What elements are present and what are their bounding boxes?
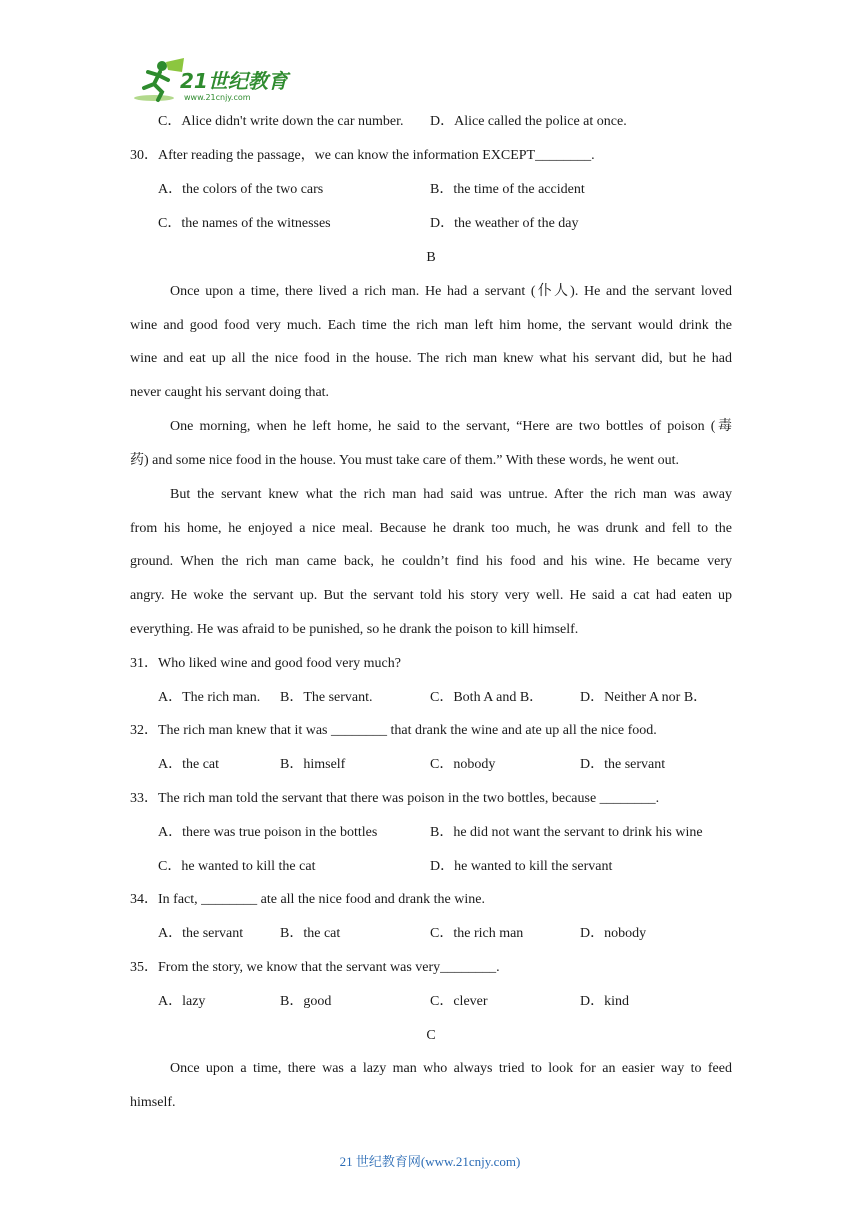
passage-c-line: himself. (130, 1095, 176, 1110)
passage-b-line: But the servant knew what the rich man had said was untrue. After the rich man was away (170, 487, 732, 502)
q35-stem: 35．From the story, we know that the servant was very________. (130, 960, 500, 975)
q34-stem: 34．In fact, ________ ate all the nice food and drank the wine. (130, 892, 485, 907)
q31-stem: 31．Who liked wine and good food very much? (130, 656, 401, 671)
q31-option-a: A．The rich man. (158, 690, 261, 705)
q33-stem: 33．The rich man told the servant that there was poison in the two bottles, because ________. (130, 791, 660, 806)
q33-option-a: A．there was true poison in the bottles (158, 825, 378, 840)
q35-option-b: B．good (280, 994, 332, 1009)
q35-option-a: A．lazy (158, 994, 206, 1009)
q30-stem: 30．After reading the passage，we can know the information EXCEPT________. (130, 148, 595, 163)
passage-b-line: from his home, he enjoyed a nice meal. Because he drank too much, he was drunk and fell to the (130, 521, 732, 536)
section-b-heading: B (426, 250, 436, 265)
q33-option-c: C．he wanted to kill the cat (158, 859, 316, 874)
q32-option-c: C．nobody (430, 757, 496, 772)
passage-b-line: 药) and some nice food in the house. You must take care of them.” With these words, he went out. (130, 453, 679, 468)
running-man-icon (134, 58, 184, 101)
q31-option-b: B．The servant. (280, 690, 373, 705)
q34-option-c: C．the rich man (430, 926, 524, 941)
q31-option-c: C．Both A and B． (430, 690, 544, 705)
q34-option-a: A．the servant (158, 926, 244, 941)
passage-b-line: everything. He was afraid to be punished, so he drank the poison to kill himself. (130, 622, 579, 637)
q30-option-d: D．the weather of the day (430, 216, 579, 231)
passage-c-line: Once upon a time, there was a lazy man who always tried to look for an easier way to feed (170, 1061, 732, 1076)
q32-option-d: D．the servant (580, 757, 666, 772)
logo (132, 58, 292, 104)
logo-url: www.21cnjy.com (184, 93, 251, 102)
passage-b-line: One morning, when he left home, he said to the servant, “Here are two bottles of poison (毒 (170, 419, 732, 434)
passage-b-line: never caught his servant doing that. (130, 385, 330, 400)
passage-b-line: wine and good food very much. Each time the rich man left him home, the servant would drink the (130, 318, 732, 333)
logo-brand: 21世纪教育 (180, 69, 288, 93)
q31-option-d: D．Neither A nor B． (580, 690, 708, 705)
footer-link[interactable]: 21 世纪教育网(www.21cnjy.com) (339, 1154, 521, 1169)
passage-b-line: wine and eat up all the nice food in the house. The rich man knew what his servant did, but he had (130, 351, 732, 366)
q34-option-b: B．the cat (280, 926, 341, 941)
q32-stem: 32．The rich man knew that it was ________ that drank the wine and ate up all the nice food. (130, 723, 657, 738)
q30-option-b: B．the time of the accident (430, 182, 585, 197)
passage-b-line: Once upon a time, there lived a rich man. He had a servant (仆人). He and the servant loved (170, 284, 732, 299)
passage-b-line: angry. He woke the servant up. But the servant told his story very well. He said a cat had eaten up (130, 588, 732, 603)
passage-b-line: ground. When the rich man came back, he couldn’t find his food and his wine. He became very (130, 554, 732, 569)
q32-option-b: B．himself (280, 757, 346, 772)
q29-option-c: C．Alice didn't write down the car number. (158, 114, 404, 129)
q35-option-d: D．kind (580, 994, 629, 1009)
q35-option-c: C．clever (430, 994, 488, 1009)
q30-option-a: A．the colors of the two cars (158, 182, 324, 197)
q30-option-c: C．the names of the witnesses (158, 216, 331, 231)
q33-option-b: B．he did not want the servant to drink his wine (430, 825, 703, 840)
q29-option-d: D．Alice called the police at once. (430, 114, 627, 129)
section-c-heading: C (426, 1028, 436, 1043)
q33-option-d: D．he wanted to kill the servant (430, 859, 613, 874)
q32-option-a: A．the cat (158, 757, 220, 772)
q34-option-d: D．nobody (580, 926, 647, 941)
